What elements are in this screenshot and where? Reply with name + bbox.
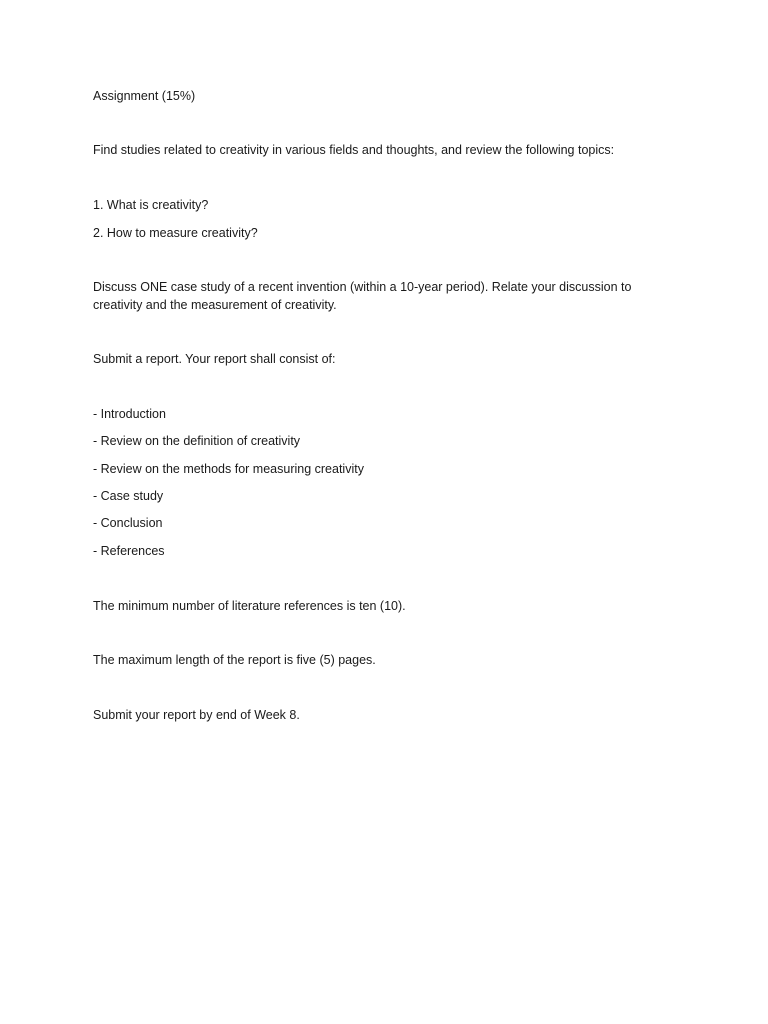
report-section-item: - Review on the methods for measuring creativity	[93, 462, 364, 476]
min-references-paragraph: The minimum number of literature references is ten (10).	[93, 599, 406, 613]
max-length-paragraph: The maximum length of the report is five (5) pages.	[93, 653, 376, 667]
question-item: 1. What is creativity?	[93, 198, 209, 212]
report-section-item: - Review on the definition of creativity	[93, 434, 301, 448]
intro-paragraph: Find studies related to creativity in various fields and thoughts, and review the following topics:	[93, 143, 615, 157]
question-item: 2. How to measure creativity?	[93, 226, 258, 240]
report-section-item: - Introduction	[93, 407, 166, 421]
report-section-item: - Conclusion	[93, 516, 163, 530]
deadline-paragraph: Submit your report by end of Week 8.	[93, 708, 300, 722]
report-intro-paragraph: Submit a report. Your report shall consist of:	[93, 352, 336, 366]
report-section-item: - References	[93, 544, 165, 558]
assignment-heading: Assignment (15%)	[93, 89, 196, 103]
report-section-item: - Case study	[93, 489, 164, 503]
case-study-paragraph: Discuss ONE case study of a recent invention (within a 10-year period). Relate your discussion to creativity and the measurement of creativity.	[93, 280, 632, 312]
